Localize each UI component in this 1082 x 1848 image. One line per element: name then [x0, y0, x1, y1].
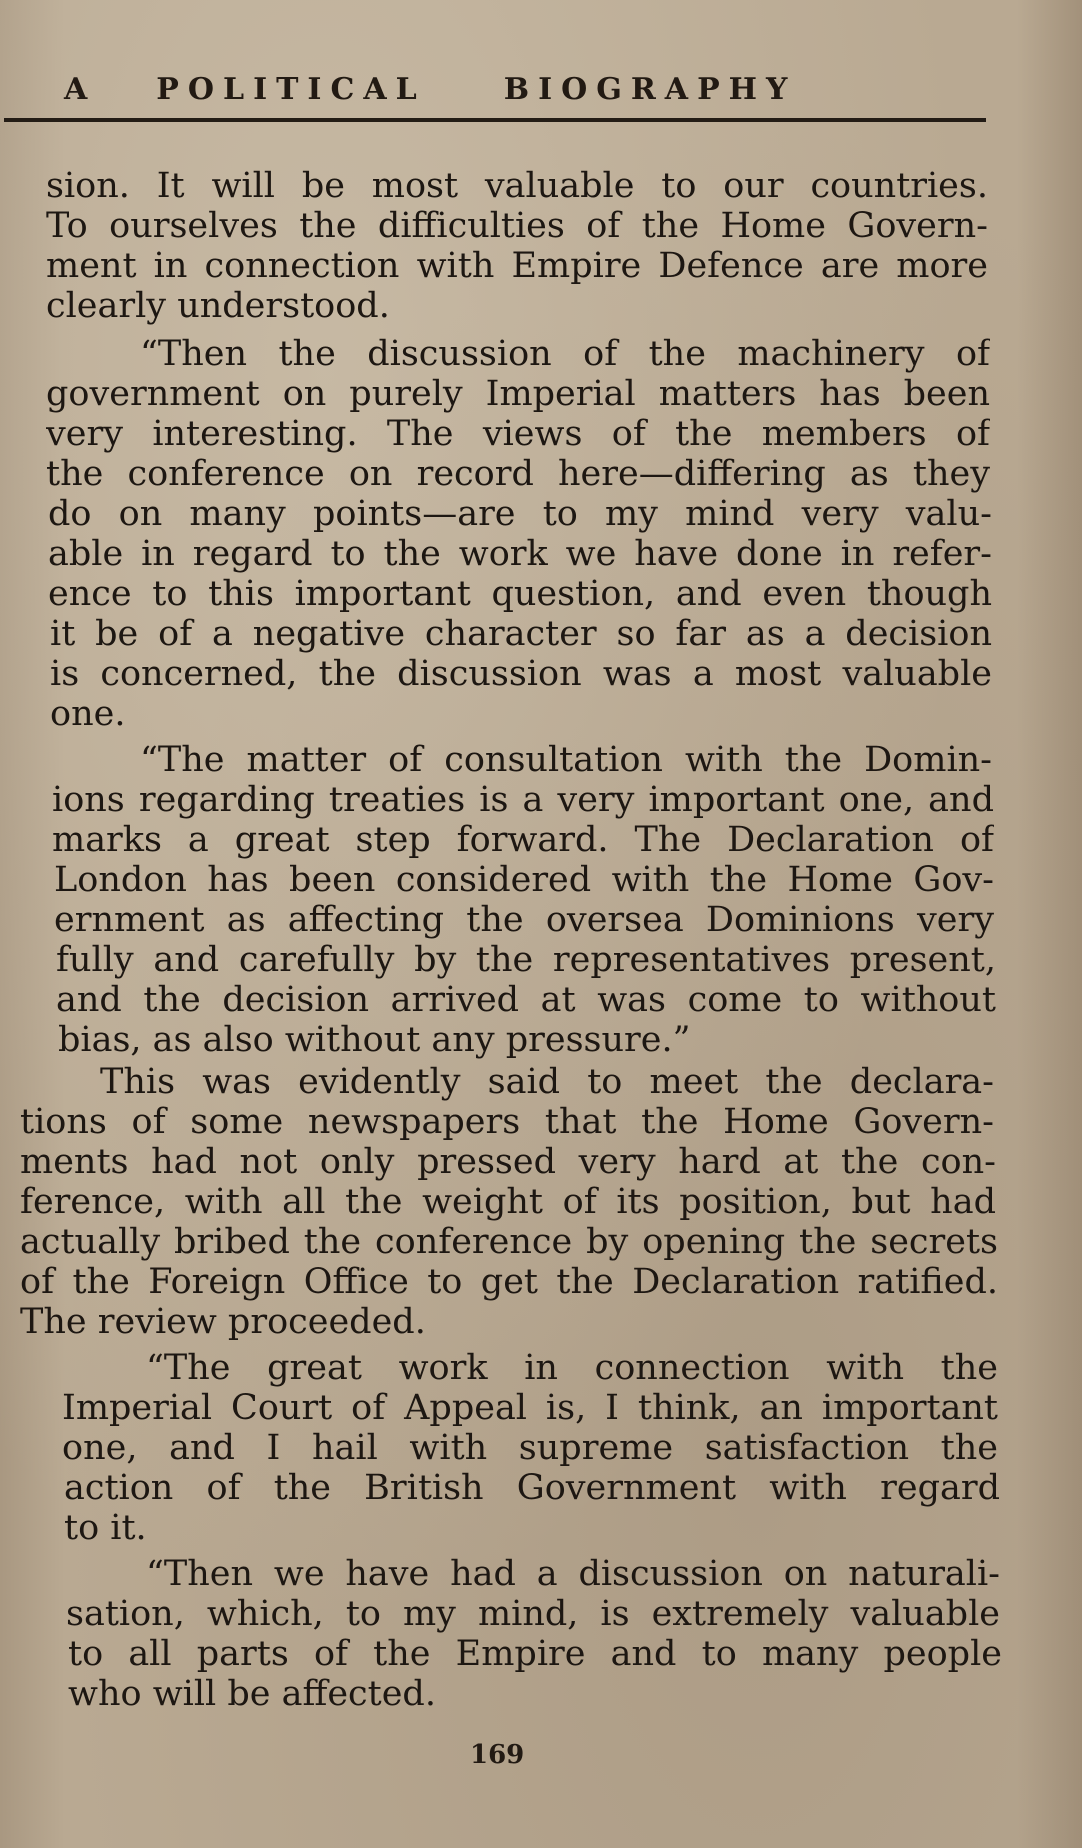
text-line: who will be affected. — [68, 1674, 436, 1714]
text-line: one, and I hail with supreme satisfaction the — [62, 1428, 998, 1468]
text-line: marks a great step forward. The Declaration of — [52, 820, 994, 860]
text-line: “The matter of consultation with the Domin- — [140, 740, 992, 780]
text-line: ions regarding treaties is a very important one, and — [52, 780, 994, 820]
text-line: the conference on record here—differing as they — [46, 454, 990, 494]
text-line: to it. — [64, 1508, 147, 1548]
text-line: “The great work in connection with the — [146, 1348, 998, 1388]
running-head-word-biography: BIOGRAPHY — [503, 72, 797, 107]
running-head-word-a: A — [64, 72, 97, 107]
text-line: action of the British Government with regard — [64, 1468, 1000, 1508]
running-head — [64, 72, 964, 107]
text-line: ment in connection with Empire Defence are more — [46, 246, 988, 286]
text-line: ence to this important question, and even though — [48, 574, 992, 614]
text-line: is concerned, the discussion was a most valuable — [50, 654, 992, 694]
text-line: government on purely Imperial matters has been — [46, 374, 990, 414]
text-line: sation, which, to my mind, is extremely valuable — [66, 1594, 1000, 1634]
text-line: ments had not only pressed very hard at the con- — [20, 1142, 996, 1182]
text-line: of the Foreign Office to get the Declaration ratified. — [20, 1262, 998, 1302]
text-line: London has been considered with the Home Gov- — [54, 860, 994, 900]
text-line: tions of some newspapers that the Home Govern- — [20, 1102, 994, 1142]
text-line: do on many points—are to my mind very valu- — [48, 494, 992, 534]
text-line: bias, as also without any pressure.” — [58, 1020, 691, 1060]
page-number: 169 — [470, 1740, 525, 1770]
text-line: “Then the discussion of the machinery of — [140, 334, 990, 374]
text-line: actually bribed the conference by opening the secrets — [20, 1222, 998, 1262]
text-line: it be of a negative character so far as a decision — [50, 614, 992, 654]
text-line: “Then we have had a discussion on naturali- — [146, 1554, 1000, 1594]
text-line: ernment as affecting the oversea Dominions very — [54, 900, 994, 940]
text-line: to all parts of the Empire and to many people — [68, 1634, 1002, 1674]
text-line: one. — [50, 694, 126, 734]
header-rule — [4, 118, 986, 122]
text-line: To ourselves the difficulties of the Home Govern- — [46, 206, 988, 246]
text-line: Imperial Court of Appeal is, I think, an important — [62, 1388, 998, 1428]
running-head-word-political: POLITICAL — [156, 72, 426, 107]
text-line: The review proceeded. — [20, 1302, 426, 1342]
text-line: clearly understood. — [46, 286, 390, 326]
text-line: ference, with all the weight of its position, but had — [20, 1182, 996, 1222]
text-line: very interesting. The views of the members of — [46, 414, 990, 454]
text-line: able in regard to the work we have done in refer- — [48, 534, 992, 574]
text-line: fully and carefully by the representatives present, — [56, 940, 996, 980]
text-line: This was evidently said to meet the declara- — [100, 1062, 994, 1102]
text-line: sion. It will be most valuable to our countries. — [46, 166, 988, 206]
text-line: and the decision arrived at was come to without — [56, 980, 996, 1020]
